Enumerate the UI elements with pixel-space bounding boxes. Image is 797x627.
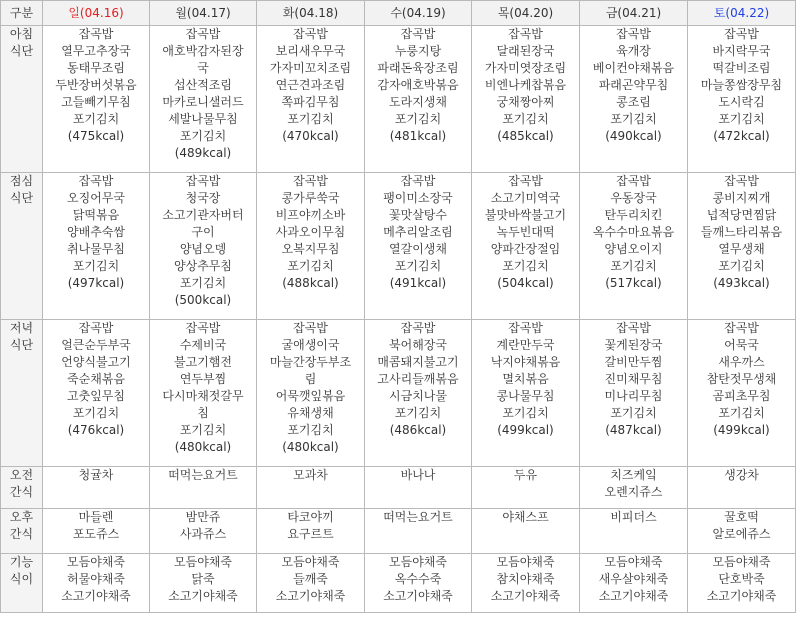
row-label (1, 26, 43, 173)
row-label-line: 간식 (9, 527, 34, 541)
menu-item: 침 (197, 406, 209, 420)
menu-item: 포기김치 (287, 112, 334, 126)
calorie-value: (499kcal) (497, 423, 554, 437)
row-label-line: 점심 (9, 174, 34, 188)
day-header-wed: 수(04.19) (365, 1, 472, 26)
menu-item: 콩비지찌개 (712, 191, 771, 205)
menu-item: 굴애생이국 (281, 338, 340, 352)
menu-item: 소고기야채죽 (168, 589, 238, 603)
menu-item: 들깨느타리볶음 (700, 225, 783, 239)
menu-item: 양파간장절임 (490, 242, 561, 256)
menu-item: 포기김치 (287, 259, 334, 273)
menu-item: 어묵국 (724, 338, 759, 352)
menu-item: 바나나 (400, 468, 436, 482)
menu-item: 포기김치 (718, 406, 765, 420)
menu-cell (257, 467, 365, 509)
menu-cell (580, 554, 688, 613)
menu-item: 달래된장국 (496, 44, 555, 58)
menu-item: 바지락무국 (712, 44, 771, 58)
menu-item: 양상추무침 (174, 259, 232, 273)
menu-item: 새우까스 (718, 355, 765, 369)
menu-item: 파래곤약무침 (598, 78, 669, 92)
menu-item: 세발나물무침 (168, 112, 238, 126)
menu-item: 모듬야채죽 (389, 555, 447, 569)
menu-item: 애호박감자된장 (162, 44, 244, 58)
menu-item: 포기김치 (502, 259, 549, 273)
menu-item: 갈비만두찜 (604, 355, 663, 369)
menu-item: 고사리들깨볶음 (377, 372, 459, 386)
calorie-value: (481kcal) (389, 129, 447, 143)
menu-item: 포기김치 (179, 423, 227, 437)
menu-cell (150, 554, 257, 613)
menu-cell (472, 26, 580, 173)
menu-item: 포기김치 (502, 406, 549, 420)
menu-item: 소고기야채죽 (490, 589, 561, 603)
menu-item: 생강차 (724, 468, 759, 482)
menu-item: 알로에쥬스 (712, 527, 771, 541)
menu-item: 고춧잎무침 (67, 389, 125, 403)
menu-item: 잡곡밥 (293, 174, 328, 188)
menu-item: 모듬야채죽 (604, 555, 663, 569)
menu-item: 소고기관자버터 (162, 208, 244, 222)
menu-item: 허물야채죽 (67, 572, 125, 586)
menu-item: 잡곡밥 (400, 174, 436, 188)
menu-item: 동태무조림 (67, 61, 125, 75)
day-header-sat: 토(04.22) (688, 1, 796, 26)
menu-item: 수제비국 (179, 338, 227, 352)
menu-item: 보리새우무국 (275, 44, 346, 58)
menu-item: 잡곡밥 (400, 321, 436, 335)
row-label (1, 509, 43, 554)
menu-item: 포기김치 (394, 406, 442, 420)
menu-item: 잡곡밥 (78, 321, 114, 335)
menu-item: 림 (304, 372, 317, 386)
menu-cell (150, 173, 257, 320)
menu-item: 계란만두국 (496, 338, 555, 352)
menu-item: 취나물무침 (67, 242, 125, 256)
menu-item: 도시락김 (718, 95, 765, 109)
menu-item: 마늘쫑쌈장무침 (700, 78, 783, 92)
calorie-value: (497kcal) (67, 276, 125, 290)
calorie-value: (500kcal) (174, 293, 232, 307)
menu-item: 언양식불고기 (61, 355, 131, 369)
lunch-row (1, 173, 796, 320)
menu-item: 시금치나물 (389, 389, 447, 403)
menu-item: 꿀호떡 (724, 510, 759, 524)
menu-item: 소고기야채죽 (598, 589, 669, 603)
am-snack-row (1, 467, 796, 509)
calorie-value: (499kcal) (713, 423, 770, 437)
calorie-value: (488kcal) (282, 276, 339, 290)
calorie-value: (504kcal) (497, 276, 554, 290)
row-label-line: 오후 (9, 510, 34, 524)
menu-cell (472, 554, 580, 613)
menu-cell (257, 320, 365, 467)
menu-item: 포기김치 (72, 406, 120, 420)
menu-cell (365, 509, 472, 554)
day-header-mon: 월(04.17) (150, 1, 257, 26)
menu-item: 야채스프 (502, 510, 549, 524)
menu-item: 모듬야채죽 (712, 555, 771, 569)
menu-item: 밤만쥬 (185, 510, 221, 524)
row-label (1, 320, 43, 467)
menu-cell (688, 467, 796, 509)
menu-item: 어묵깻잎볶음 (275, 389, 346, 403)
menu-item: 콩나물무침 (496, 389, 555, 403)
menu-item: 소고기야채죽 (61, 589, 131, 603)
menu-item: 열무생채 (718, 242, 765, 256)
menu-item: 사과오이무침 (275, 225, 346, 239)
menu-item: 소고기미역국 (490, 191, 561, 205)
menu-item: 잡곡밥 (508, 27, 543, 41)
menu-item: 양배추숙쌈 (67, 225, 125, 239)
menu-item: 떡갈비조림 (712, 61, 771, 75)
row-label-line: 오전 (9, 468, 34, 482)
menu-cell (688, 554, 796, 613)
menu-item: 잡곡밥 (293, 321, 328, 335)
menu-cell (43, 554, 150, 613)
menu-item: 마카로니샐러드 (162, 95, 244, 109)
day-header-sun: 일(04.16) (43, 1, 150, 26)
menu-item: 콩가루쑥국 (281, 191, 340, 205)
day-header-fri: 금(04.21) (580, 1, 688, 26)
menu-item: 잡곡밥 (724, 174, 759, 188)
calorie-value: (480kcal) (174, 440, 232, 454)
menu-item: 오복지무침 (281, 242, 340, 256)
menu-item: 구이 (191, 225, 215, 239)
menu-item: 포기김치 (179, 276, 227, 290)
menu-item: 포기김치 (72, 112, 120, 126)
menu-cell (43, 509, 150, 554)
menu-item: 포기김치 (394, 112, 442, 126)
menu-item: 모과차 (293, 468, 328, 482)
menu-item: 양념오이지 (604, 242, 663, 256)
menu-item: 잡곡밥 (185, 174, 221, 188)
menu-cell (365, 320, 472, 467)
menu-item: 모듬야채죽 (174, 555, 232, 569)
menu-cell (150, 509, 257, 554)
row-label (1, 554, 43, 613)
calorie-value: (485kcal) (497, 129, 554, 143)
pm-snack-row (1, 509, 796, 554)
header-label: 구분 (1, 1, 43, 26)
menu-item: 떠먹는요거트 (383, 510, 453, 524)
menu-item: 마들렌 (78, 510, 114, 524)
menu-item: 낙지야채볶음 (490, 355, 561, 369)
row-label-line: 식이 (9, 572, 34, 586)
menu-item: 고들빼기무침 (61, 95, 131, 109)
menu-item: 멸치볶음 (502, 372, 549, 386)
menu-cell (580, 320, 688, 467)
menu-cell (688, 26, 796, 173)
menu-item: 우동장국 (610, 191, 657, 205)
menu-cell (688, 173, 796, 320)
menu-cell (43, 173, 150, 320)
menu-body (1, 26, 796, 613)
menu-item: 치즈케잌 (610, 468, 657, 482)
menu-item: 가자미엿장조림 (484, 61, 567, 75)
menu-item: 모듬야채죽 (496, 555, 555, 569)
menu-item: 북어해장국 (389, 338, 447, 352)
row-label-line: 식단 (9, 191, 34, 205)
menu-item: 육개장 (616, 44, 651, 58)
menu-item: 열무고추장국 (61, 44, 131, 58)
menu-item: 모듬야채죽 (67, 555, 125, 569)
menu-item: 콩조림 (616, 95, 651, 109)
menu-item: 닭죽 (191, 572, 215, 586)
menu-item: 섭산적조림 (174, 78, 232, 92)
calorie-value: (486kcal) (389, 423, 447, 437)
calorie-value: (493kcal) (713, 276, 770, 290)
functional-diet-row (1, 554, 796, 613)
menu-cell (365, 173, 472, 320)
calorie-value: (470kcal) (282, 129, 339, 143)
menu-item: 불맛바싹불고기 (484, 208, 567, 222)
menu-item: 잡곡밥 (616, 27, 651, 41)
menu-item: 연두부찜 (179, 372, 227, 386)
menu-item: 비피더스 (610, 510, 657, 524)
menu-item: 열갈이생채 (389, 242, 447, 256)
menu-item: 타코야끼 (287, 510, 334, 524)
menu-item: 녹두빈대떡 (496, 225, 555, 239)
menu-item: 잡곡밥 (616, 321, 651, 335)
menu-item: 궁채짱아찌 (496, 95, 555, 109)
calorie-value: (472kcal) (713, 129, 770, 143)
menu-item: 비프야끼소바 (275, 208, 346, 222)
menu-item: 잡곡밥 (78, 174, 114, 188)
calorie-value: (489kcal) (174, 146, 232, 160)
row-label-line: 저녁 (9, 321, 34, 335)
menu-cell (688, 320, 796, 467)
menu-item: 잡곡밥 (508, 174, 543, 188)
row-label (1, 173, 43, 320)
day-header-thu: 목(04.20) (472, 1, 580, 26)
calorie-value: (491kcal) (389, 276, 447, 290)
menu-item: 넙적당면찜닭 (706, 208, 777, 222)
menu-cell (257, 509, 365, 554)
menu-item: 두유 (513, 468, 538, 482)
menu-item: 참탄젓무생채 (706, 372, 777, 386)
menu-item: 죽순채볶음 (67, 372, 125, 386)
menu-item: 포기김치 (718, 259, 765, 273)
menu-item: 쪽파김무침 (281, 95, 340, 109)
menu-item: 얼큰순두부국 (61, 338, 131, 352)
menu-item: 베이컨야채볶음 (592, 61, 675, 75)
menu-cell (472, 320, 580, 467)
menu-cell (472, 173, 580, 320)
menu-cell (472, 509, 580, 554)
menu-item: 참치야채죽 (496, 572, 555, 586)
menu-item: 들깨죽 (293, 572, 328, 586)
menu-item: 잡곡밥 (400, 27, 436, 41)
row-label-line: 식단 (9, 44, 34, 58)
menu-item: 누룽지탕 (394, 44, 442, 58)
menu-cell (580, 173, 688, 320)
calorie-value: (480kcal) (282, 440, 339, 454)
menu-item: 포기김치 (179, 129, 227, 143)
day-header-tue: 화(04.18) (257, 1, 365, 26)
menu-item: 꽃게된장국 (604, 338, 663, 352)
menu-item: 탄두리치킨 (604, 208, 663, 222)
row-label-line: 기능 (9, 555, 34, 569)
menu-item: 도라지생채 (389, 95, 447, 109)
menu-item: 잡곡밥 (508, 321, 543, 335)
menu-item: 청귤차 (78, 468, 114, 482)
menu-item: 잡곡밥 (293, 27, 328, 41)
menu-item: 꽃맛살탕수 (389, 208, 447, 222)
menu-cell (580, 26, 688, 173)
calorie-value: (490kcal) (605, 129, 662, 143)
menu-item: 국 (197, 61, 209, 75)
menu-cell (257, 173, 365, 320)
menu-item: 새우살야채죽 (598, 572, 669, 586)
menu-item: 소고기야채죽 (706, 589, 777, 603)
menu-cell (580, 467, 688, 509)
menu-cell (257, 26, 365, 173)
menu-item: 불고기햄전 (174, 355, 232, 369)
menu-cell (365, 26, 472, 173)
menu-item: 파래돈육장조림 (377, 61, 459, 75)
menu-item: 오징어무국 (67, 191, 125, 205)
calorie-value: (476kcal) (67, 423, 125, 437)
menu-item: 옥수수마요볶음 (592, 225, 675, 239)
menu-item: 포기김치 (287, 423, 334, 437)
row-label-line: 아침 (9, 27, 34, 41)
menu-cell (580, 509, 688, 554)
breakfast-row (1, 26, 796, 173)
menu-item: 곰피초무침 (712, 389, 771, 403)
menu-item: 비엔나케찹볶음 (484, 78, 567, 92)
menu-cell (150, 467, 257, 509)
calorie-value: (475kcal) (67, 129, 125, 143)
menu-cell (365, 467, 472, 509)
menu-item: 유채생채 (287, 406, 334, 420)
header-row (1, 1, 796, 26)
menu-item: 연근견과조림 (275, 78, 346, 92)
menu-cell (688, 509, 796, 554)
menu-item: 포기김치 (72, 259, 120, 273)
menu-item: 잡곡밥 (724, 321, 759, 335)
menu-item: 닭떡볶음 (72, 208, 120, 222)
menu-item: 팽이미소장국 (383, 191, 453, 205)
dinner-row (1, 320, 796, 467)
menu-item: 포도쥬스 (72, 527, 120, 541)
menu-item: 마늘간장두부조 (269, 355, 352, 369)
menu-item: 오렌지쥬스 (604, 485, 663, 499)
menu-item: 잡곡밥 (78, 27, 114, 41)
menu-cell (43, 467, 150, 509)
menu-item: 잡곡밥 (724, 27, 759, 41)
menu-cell (472, 467, 580, 509)
menu-item: 옥수수죽 (394, 572, 442, 586)
menu-cell (43, 320, 150, 467)
menu-item: 단호박죽 (718, 572, 765, 586)
menu-cell (43, 26, 150, 173)
row-label (1, 467, 43, 509)
menu-item: 매콤돼지불고기 (377, 355, 459, 369)
row-label-line: 식단 (9, 338, 34, 352)
row-label-line: 간식 (9, 485, 34, 499)
menu-item: 청국장 (185, 191, 221, 205)
menu-item: 포기김치 (502, 112, 549, 126)
menu-item: 포기김치 (718, 112, 765, 126)
menu-item: 사과쥬스 (179, 527, 227, 541)
menu-item: 떠먹는요거트 (168, 468, 238, 482)
menu-item: 포기김치 (610, 406, 657, 420)
menu-item: 요구르트 (287, 527, 334, 541)
menu-item: 소고기야채죽 (383, 589, 453, 603)
calorie-value: (517kcal) (605, 276, 662, 290)
menu-item: 양념오뎅 (179, 242, 227, 256)
menu-item: 진미채무침 (604, 372, 663, 386)
menu-item: 소고기야채죽 (275, 589, 346, 603)
menu-cell (150, 26, 257, 173)
menu-item: 포기김치 (394, 259, 442, 273)
calorie-value: (487kcal) (605, 423, 662, 437)
menu-item: 미나리무침 (604, 389, 663, 403)
menu-item: 잡곡밥 (616, 174, 651, 188)
menu-item: 메추리알조림 (383, 225, 453, 239)
menu-item: 감자애호박볶음 (377, 78, 459, 92)
menu-item: 포기김치 (610, 112, 657, 126)
menu-item: 두반장버섯볶음 (55, 78, 137, 92)
menu-item: 모듬야채죽 (281, 555, 340, 569)
menu-item: 잡곡밥 (185, 27, 221, 41)
menu-cell (257, 554, 365, 613)
menu-item: 포기김치 (610, 259, 657, 273)
menu-item: 다시마채젓갈무 (162, 389, 244, 403)
menu-cell (365, 554, 472, 613)
menu-item: 가자미꼬치조림 (269, 61, 352, 75)
menu-cell (150, 320, 257, 467)
menu-item: 잡곡밥 (185, 321, 221, 335)
